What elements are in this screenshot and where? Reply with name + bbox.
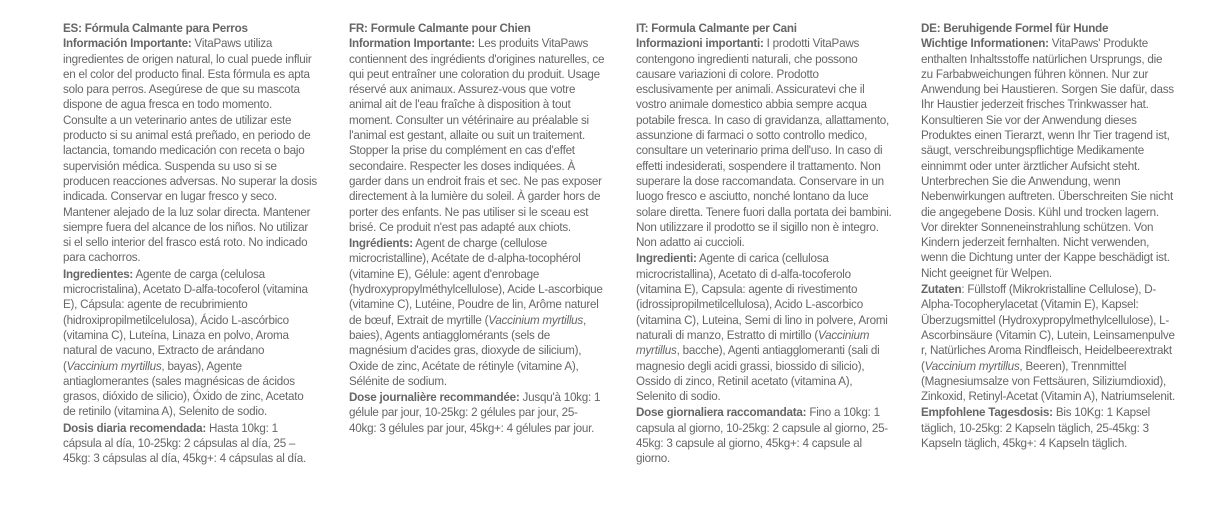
ingredients-paragraph-fr bbox=[349, 236, 605, 389]
ingredients-latin-fr: Vaccinium myrtillus bbox=[488, 312, 584, 327]
dosage-text-it: Fino a 10kg: 1 capsula al giorno, 10-25kg: 2 capsule al giorno, 25-45kg: 3 capsule al giorno, 45kg+: 4 capsule al giorno. bbox=[636, 405, 888, 466]
info-label-it: Informazioni importanti: bbox=[636, 36, 764, 51]
info-text-it: I prodotti VitaPaws contengono ingredienti naturali, che possono causare variazioni di colore. Prodotto esclusivamente per animali. Assicuratevi che il vostro animale domestico abbia sempre acqua potabile fresca. In caso di gravidanza, allattamento, assunzione di farmaci o sotto controllo medico, consultare un veterinario prima dell'uso. In caso di effetti indesiderati, sospendere il trattamento. Non superare la dose raccomandata. Conservare in un luogo fresco e asciutto, nonché lontano da luce solare diretta. Tenere fuori dalla portata dei bambini. Non utilizzare il prodotto se il sigillo non è integro. Non adatto ai cuccioli. bbox=[636, 36, 892, 250]
ingredients-paragraph-it bbox=[636, 251, 892, 404]
info-label-es: Información Importante: bbox=[63, 36, 192, 51]
info-paragraph-de bbox=[921, 36, 1177, 281]
ingredients-text-end-es: , bayas), Agente antiaglomerantes (sales magnésicas de ácidos grasos, dióxido de silicio), Óxido de zinc, Acetato de retinilo (vitamina A), Selenito de sodio. bbox=[63, 358, 304, 419]
ingredients-text-fr: Agent de charge (cellulose microcristalline), Acétate de d-alpha-tocophérol (vitamine E), Gélule: agent d'enrobage (hydroxypropylméthylcellulose), Acide L-ascorbique (vitamine C), Lutéine, Poudre de lin, Arôme naturel de bœuf, Extrait de myrtille ( bbox=[349, 236, 603, 327]
dosage-label-es: Dosis diaria recomendada: bbox=[63, 420, 207, 435]
ingredients-latin-it: Vaccinium myrtillus bbox=[636, 327, 870, 358]
ingredients-latin-de: Vaccinium myrtillus bbox=[924, 358, 1020, 373]
ingredients-latin-es: Vaccinium myrtillus bbox=[66, 358, 162, 373]
info-text-fr: Les produits VitaPaws contiennent des ingrédients d'origines naturelles, ce qui peut entraîner une coloration du produit. Usage réservé aux animaux. Assurez-vous que votre animal ait de l'eau fraîche à disposition à tout moment. Consulter un vétérinaire au préalable si l'animal est gestant, allaite ou suit un traitement. Stopper la prise du complément en cas d'effet secondaire. Respecter les doses indiquées. À garder dans un endroit frais et sec. Ne pas exposer directement à la lumière du soleil. À garder hors de porter des enfants. Ne pas utiliser si le sceau est brisé. Ce produit n'est pas adapté aux chiots. bbox=[349, 36, 605, 234]
info-paragraph-it bbox=[636, 36, 892, 250]
title-fr: FR: Formule Calmante pour Chien bbox=[349, 21, 531, 35]
dosage-label-de: Empfohlene Tagesdosis: bbox=[921, 405, 1053, 420]
ingredients-label-fr: Ingrédients: bbox=[349, 236, 413, 251]
column-de bbox=[921, 21, 1177, 451]
dosage-text-de: Bis 10Kg: 1 Kapsel täglich, 10-25kg: 2 Kapseln täglich, 25-45kg: 3 Kapseln täglich, 45kg+: 4 Kapseln täglich. bbox=[921, 405, 1151, 451]
ingredients-text-de: : Füllstoff (Mikrokristalline Cellulose), D-Alpha-Tocopherylacetat (Vitamin E), Kapsel: Überzugsmittel (Hydroxypropylmethylcellulose), L-Ascorbinsäure (Vitamin C), Lutein, Leinsamenpulve r, Natürliches Aroma Rindfleisch, Heidelbeerextrakt ( bbox=[921, 282, 1175, 373]
dosage-paragraph-de bbox=[921, 405, 1177, 451]
column-es bbox=[63, 21, 319, 467]
title-de: DE: Beruhigende Formel für Hunde bbox=[921, 21, 1109, 35]
info-label-fr: Information Importante: bbox=[349, 36, 475, 51]
info-label-de: Wichtige Informationen: bbox=[921, 36, 1049, 51]
info-text-es: VitaPaws utiliza ingredientes de origen natural, lo cual puede influir en el color del producto final. Esta fórmula es apta solo para perros. Asegúrese de que su mascota dispone de agua fresca en todo momento. Consulte a un veterinario antes de utilizar este producto si su animal está preñado, en periodo de lactancia, tomando medicación con receta o bajo supervisión médica. Suspenda su uso si se producen reacciones adversas. No superar la dosis indicada. Conservar en lugar fresco y seco. Mantener alejado de la luz solar directa. Mantener siempre fuera del alcance de los niños. No utilizar si el sello interior del frasco está roto. No indicado para cachorros. bbox=[63, 36, 317, 265]
dosage-label-fr: Dose journalière recommandée: bbox=[349, 390, 520, 405]
ingredients-text-it: Agente di carica (cellulosa microcristallina), Acetato di d-alfa-tocoferolo (vitamina E), Capsula: agente di rivestimento (idrossipropilmetilcellulosa), Acido L-ascorbico (vitamina C), Luteina, Semi di lino in polvere, Aromi naturali di manzo, Estratto di mirtillo ( bbox=[636, 251, 888, 342]
ingredients-text-end-de: , Beeren), Trennmittel (Magnesiumsalze von Fettsäuren, Siliziumdioxid), Zinkoxid, Retinyl-Acetat (Vitamin A), Natriumselenit. bbox=[921, 358, 1176, 404]
ingredients-label-it: Ingredienti: bbox=[636, 251, 697, 266]
ingredients-text-es: Agente de carga (celulosa microcristalina), Acetato D-alfa-tocoferol (vitamina E), Cápsula: agente de recubrimiento (hidroxipropilmetilcelulosa), Ácido L-ascórbico (vitamina C), Luteína, Linaza en polvo, Aroma natural de vacuno, Extracto de arándano ( bbox=[63, 266, 308, 373]
info-paragraph-fr bbox=[349, 36, 605, 235]
info-paragraph-es bbox=[63, 36, 319, 265]
ingredients-text-end-fr: , baies), Agents antiagglomérants (sels de magnésium d'acides gras, dioxyde de silicium), Oxide de zinc, Acétate de rétinyle (vitamine A), Sélénite de sodium. bbox=[349, 312, 587, 388]
info-text-de: VitaPaws' Produkte enthalten Inhaltsstoffe natürlichen Ursprungs, die zu Farbabweichungen führen können. Nur zur Anwendung bei Haustieren. Sorgen Sie dafür, dass Ihr Haustier jederzeit frisches Trinkwasser hat. Konsultieren Sie vor der Anwendung dieses Produktes einen Tierarzt, wenn Ihr Tier tragend ist, säugt, verschreibungspflichtige Medikamente einnimmt oder unter ärztlicher Aufsicht steht. Unterbrechen Sie die Anwendung, wenn Nebenwirkungen auftreten. Überschreiten Sie nicht die angegebene Dosis. Kühl und trocken lagern. Vor direkter Sonneneinstrahlung schützen. Von Kindern jederzeit fernhalten. Nicht verwenden, wenn die Dichtung unter der Kappe beschädigt ist. Nicht geeignet für Welpen. bbox=[921, 36, 1174, 280]
dosage-text-es: Hasta 10kg: 1 cápsula al día, 10-25kg: 2 cápsulas al día, 25 – 45kg: 3 cápsulas al día, 45kg+: 4 cápsulas al día. bbox=[63, 420, 307, 466]
dosage-text-fr: Jusqu'à 10kg: 1 gélule par jour, 10-25kg: 2 gélules par jour, 25-40kg: 3 gélules par jour, 45kg+: 4 gélules par jour. bbox=[349, 390, 601, 435]
dosage-paragraph-es bbox=[63, 421, 319, 467]
ingredients-label-de: Zutaten bbox=[921, 282, 962, 297]
ingredients-text-end-it: , bacche), Agenti antiagglomeranti (sali di magnesio degli acidi grassi, biossido di silicio), Ossido di zinco, Retinil acetato (vitamina A), Selenito di sodio. bbox=[636, 343, 880, 404]
dosage-paragraph-fr bbox=[349, 390, 605, 436]
ingredients-label-es: Ingredientes: bbox=[63, 266, 134, 281]
dosage-paragraph-it bbox=[636, 405, 892, 466]
title-es: ES: Fórmula Calmante para Perros bbox=[63, 21, 248, 35]
column-it bbox=[636, 21, 892, 467]
dosage-label-it: Dose giornaliera raccomandata: bbox=[636, 405, 807, 420]
column-fr bbox=[349, 21, 605, 436]
ingredients-paragraph-de bbox=[921, 282, 1177, 404]
title-it: IT: Formula Calmante per Cani bbox=[636, 21, 797, 35]
ingredients-paragraph-es bbox=[63, 267, 319, 420]
